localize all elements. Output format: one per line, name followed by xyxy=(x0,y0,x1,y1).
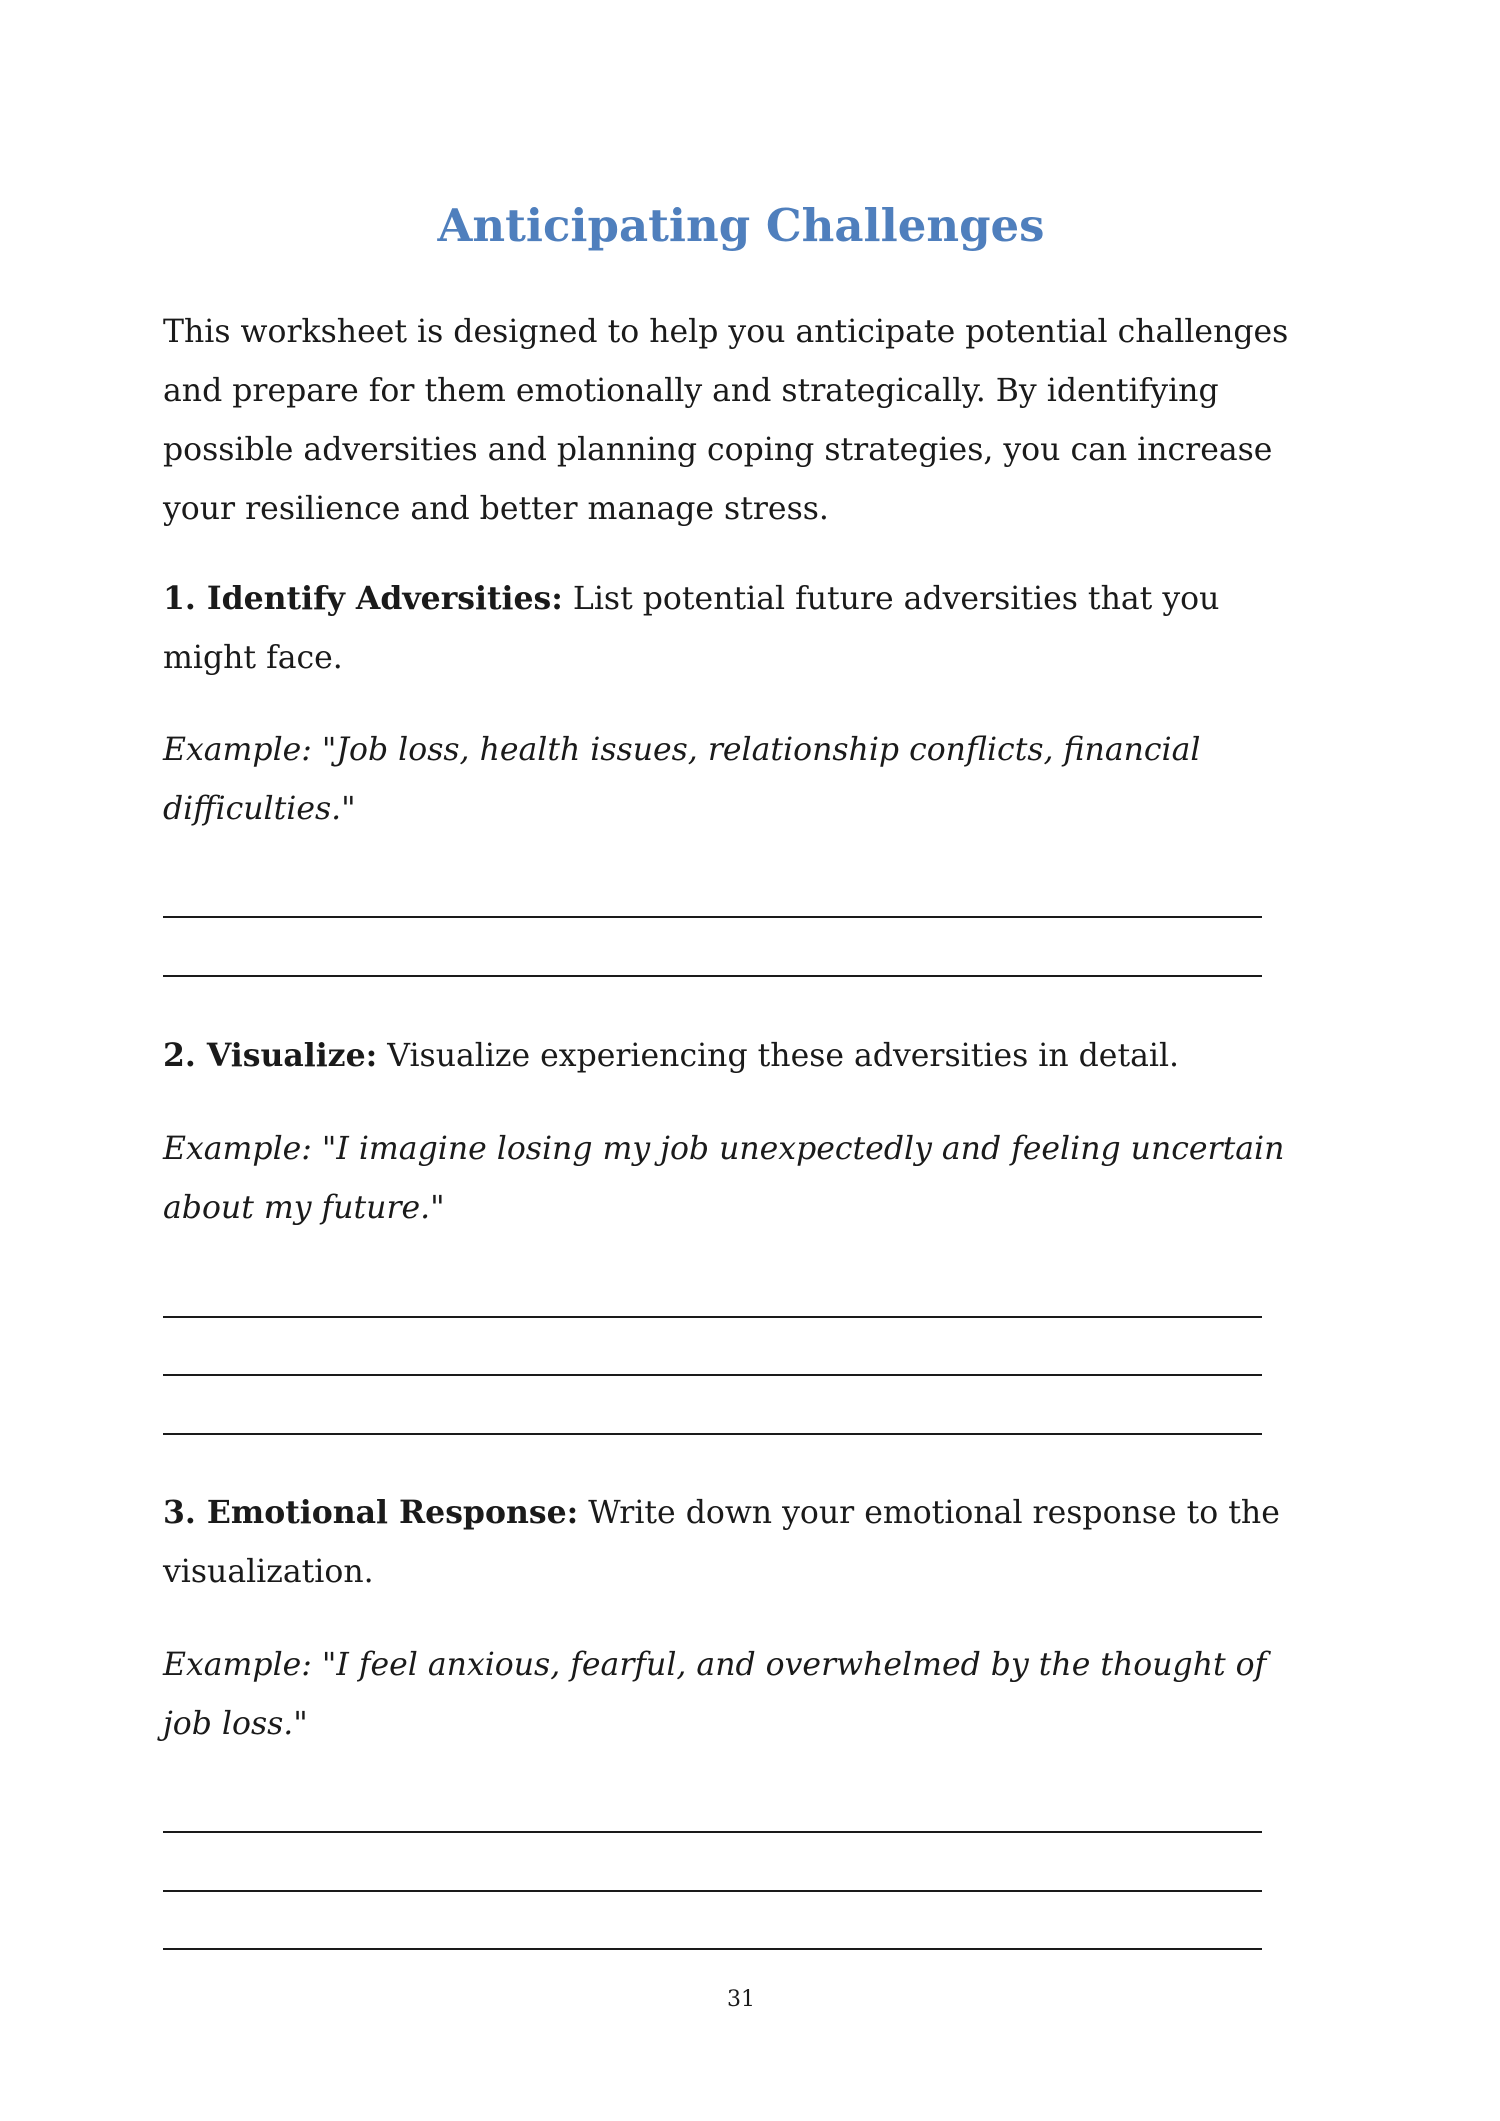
section-2-example: Example: "I imagine losing my job unexpectedly and feeling uncertain about my future." xyxy=(163,1131,1285,1226)
answer-line-2-3[interactable] xyxy=(163,1433,1262,1435)
section-2-prompt xyxy=(163,1026,1313,1086)
section-3-heading: 3. Emotional Response: xyxy=(163,1494,579,1531)
answer-line-3-1[interactable] xyxy=(163,1831,1262,1833)
section-1-example: Example: "Job loss, health issues, relationship conflicts, financial difficulties." xyxy=(163,732,1201,827)
section-3-example: Example: "I feel anxious, fearful, and overwhelmed by the thought of job loss." xyxy=(163,1647,1267,1742)
answer-line-3-3[interactable] xyxy=(163,1948,1262,1950)
section-1-instruction: List potential future adversities that you might face. xyxy=(163,581,1220,676)
answer-line-3-2[interactable] xyxy=(163,1890,1262,1892)
section-3-prompt xyxy=(163,1483,1313,1602)
section-2-instruction: Visualize experiencing these adversities in detail. xyxy=(377,1038,1180,1074)
intro-paragraph: This worksheet is designed to help you anticipate potential challenges and prepare for them emotionally and strategically. By identifying possible adversities and planning coping strategies, you can increase your resilience and better manage stress. xyxy=(163,314,1289,527)
page-title: Anticipating Challenges xyxy=(437,199,1045,252)
page-number: 31 xyxy=(727,1987,755,2012)
section-1-prompt xyxy=(163,569,1313,688)
answer-line-1-1[interactable] xyxy=(163,916,1262,918)
section-3-instruction: Write down your emotional response to the visualization. xyxy=(163,1495,1280,1590)
section-1-heading: 1. Identify Adversities: xyxy=(163,580,563,617)
section-2-heading: 2. Visualize: xyxy=(163,1037,378,1074)
answer-line-2-2[interactable] xyxy=(163,1374,1262,1376)
answer-line-2-1[interactable] xyxy=(163,1316,1262,1318)
answer-line-1-2[interactable] xyxy=(163,975,1262,977)
